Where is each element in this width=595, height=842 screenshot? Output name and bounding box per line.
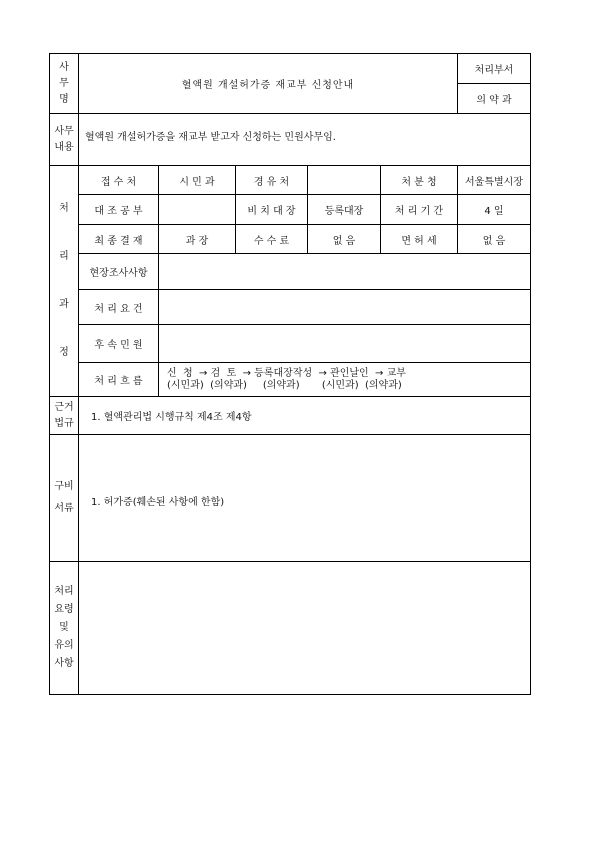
flow-steps: 신 청 → 검 토 → 등록대장작성 → 관인날인 → 교부	[167, 367, 406, 379]
affair-name-label: 사 무 명	[50, 54, 79, 114]
follow-up-label: 후 속 민 원	[79, 325, 159, 363]
period-value: 4 일	[458, 195, 531, 225]
site-inspection-value	[159, 254, 531, 290]
flow-label: 처 리 흐 름	[79, 363, 159, 397]
notes-label: 처리 요령 및 유의 사항	[50, 562, 79, 695]
requirements-value	[159, 290, 531, 325]
disposal-value: 서울특별시장	[458, 166, 531, 195]
kept-ledger-value: 등록대장	[308, 195, 381, 225]
via-value	[308, 166, 381, 195]
fee-label: 수 수 료	[236, 225, 308, 254]
reception-value: 시 민 과	[159, 166, 236, 195]
flow-departments: (시민과) (의약과) (의약과) (시민과) (의약과)	[167, 379, 402, 391]
notes-text	[79, 562, 531, 695]
license-tax-value: 없 음	[458, 225, 531, 254]
page-title: 혈액원 개설허가증 재교부 신청안내	[79, 54, 458, 114]
dept-value: 의 약 과	[458, 84, 531, 114]
reception-label: 접 수 처	[79, 166, 159, 195]
license-tax-label: 면 허 세	[381, 225, 458, 254]
via-label: 경 유 처	[236, 166, 308, 195]
process-label: 처 리 과 정	[50, 166, 79, 397]
required-docs-text: 1. 허가증(훼손된 사항에 한함)	[79, 435, 531, 562]
content-text: 혈액원 개설허가증을 재교부 받고자 신청하는 민원사무임.	[79, 114, 531, 166]
final-approval-label: 최 종 결 재	[79, 225, 159, 254]
ledger-label: 대 조 공 부	[79, 195, 159, 225]
period-label: 처 리 기 간	[381, 195, 458, 225]
dept-label: 처리부서	[458, 54, 531, 84]
fee-value: 없 음	[308, 225, 381, 254]
required-docs-label: 구비 서류	[50, 435, 79, 562]
form-table	[49, 53, 531, 695]
application-guide-form	[49, 53, 530, 703]
disposal-label: 처 분 청	[381, 166, 458, 195]
requirements-label: 처 리 요 건	[79, 290, 159, 325]
legal-basis-label: 근거 법규	[50, 397, 79, 435]
site-inspection-label: 현장조사사항	[79, 254, 159, 290]
content-label: 사무 내용	[50, 114, 79, 166]
legal-basis-text: 1. 혈액관리법 시행규칙 제4조 제4항	[79, 397, 531, 435]
process-flow	[159, 363, 531, 397]
final-approval-value: 과 장	[159, 225, 236, 254]
follow-up-value	[159, 325, 531, 363]
kept-ledger-label: 비 치 대 장	[236, 195, 308, 225]
ledger-value	[159, 195, 236, 225]
